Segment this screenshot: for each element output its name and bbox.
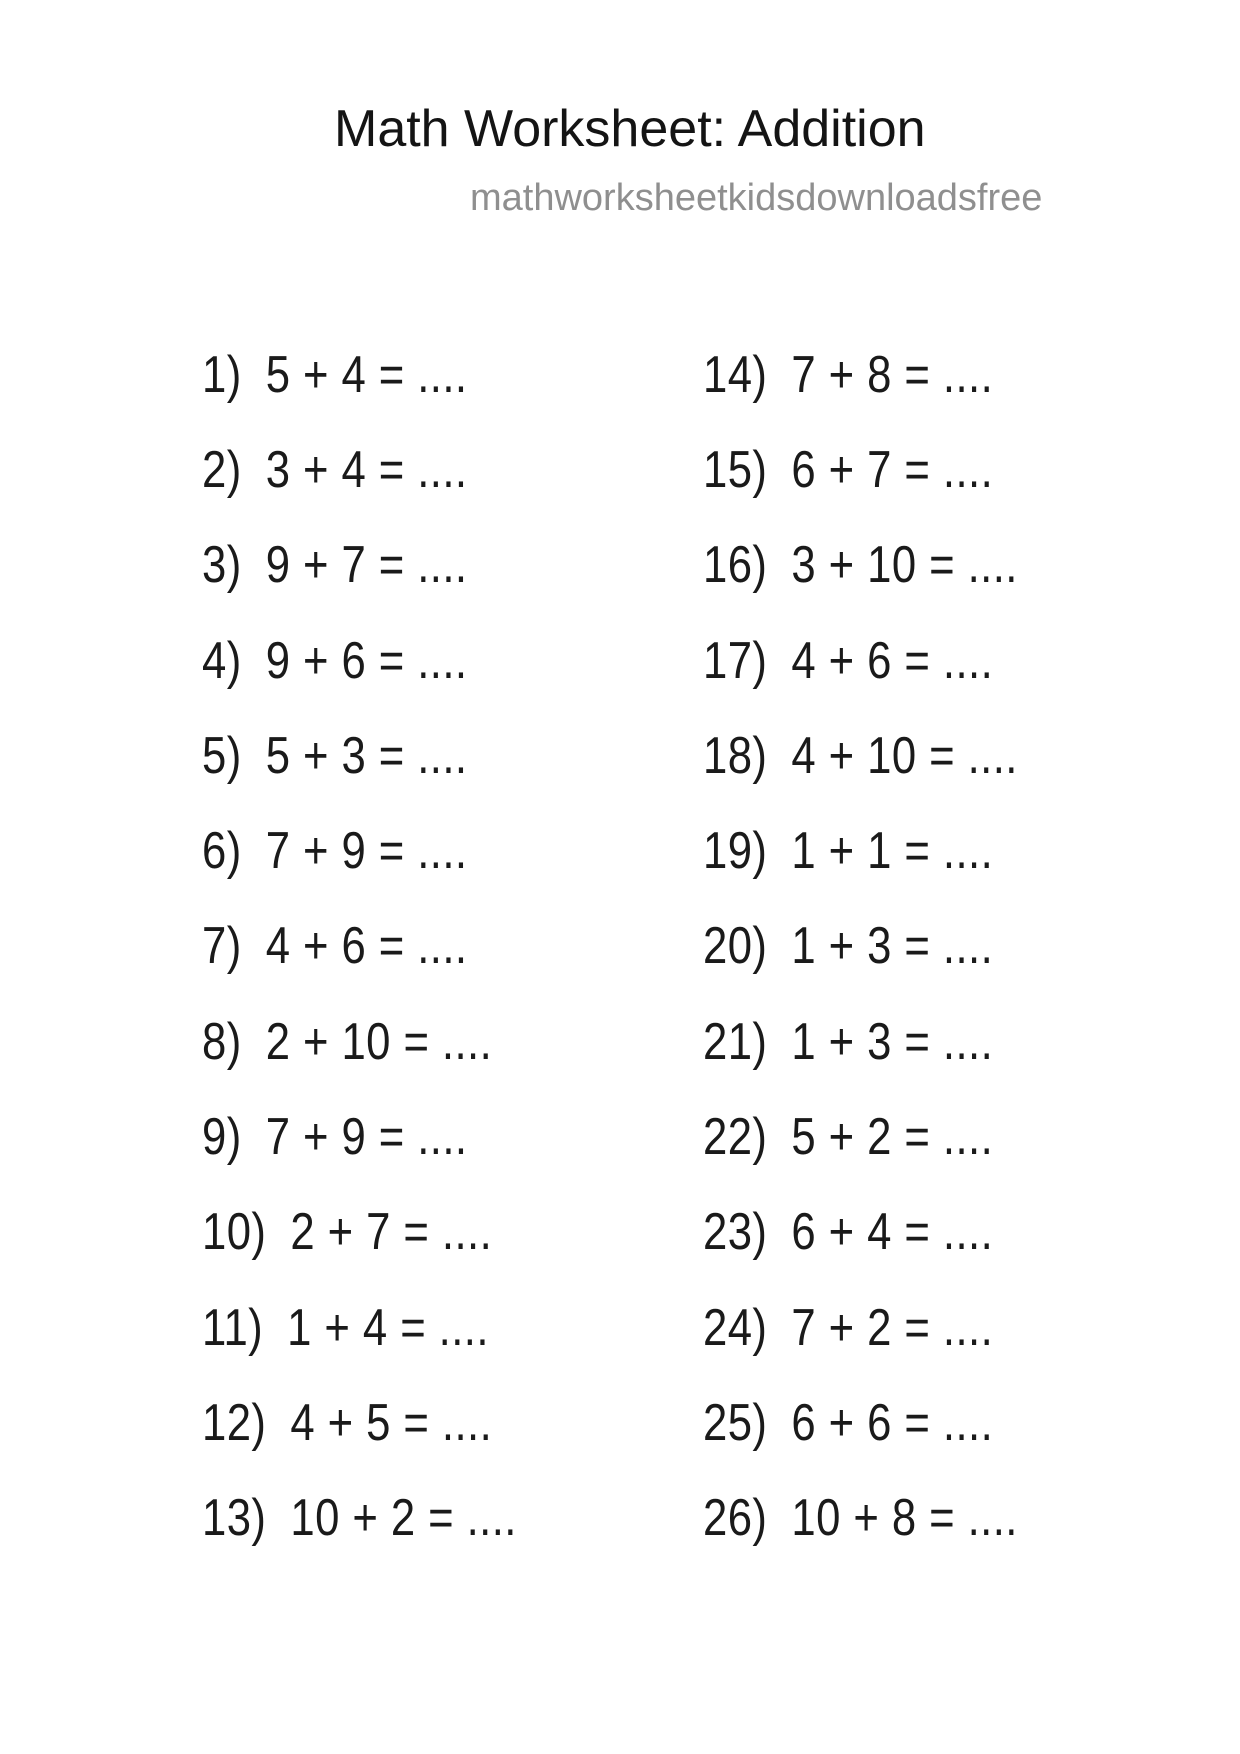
problems-column-left <box>202 327 577 1566</box>
problem-row-22 <box>703 1089 1078 1184</box>
problem-row-1 <box>202 327 577 422</box>
problem-row-7 <box>202 899 577 994</box>
problem-expression: 5 + 2 = .... <box>791 1108 994 1167</box>
problem-number: 2) <box>202 440 242 499</box>
problem-expression: 5 + 3 = .... <box>265 726 468 785</box>
problem-expression: 10 + 2 = .... <box>290 1489 517 1548</box>
problem-row-26 <box>703 1471 1078 1566</box>
problem-row-3 <box>202 518 577 613</box>
problem-number: 4) <box>202 631 242 690</box>
problem-expression: 4 + 6 = .... <box>791 631 994 690</box>
problem-expression: 2 + 10 = .... <box>265 1012 493 1071</box>
problem-row-6 <box>202 803 577 898</box>
problem-expression: 10 + 8 = .... <box>791 1489 1018 1548</box>
problem-row-17 <box>703 613 1078 708</box>
problem-expression: 7 + 2 = .... <box>791 1298 994 1357</box>
problem-number: 18) <box>703 726 768 785</box>
problem-number: 17) <box>703 631 768 690</box>
problem-number: 19) <box>703 822 768 881</box>
problem-number: 24) <box>703 1298 768 1357</box>
problem-row-14 <box>703 327 1078 422</box>
problem-expression: 4 + 5 = .... <box>290 1393 493 1452</box>
problem-expression: 9 + 6 = .... <box>265 631 468 690</box>
problem-number: 6) <box>202 822 242 881</box>
problem-expression: 3 + 4 = .... <box>265 440 468 499</box>
problems-column-right <box>703 327 1078 1566</box>
problem-row-16 <box>703 518 1078 613</box>
problem-expression: 1 + 4 = .... <box>287 1298 489 1357</box>
problem-expression: 1 + 3 = .... <box>791 1012 994 1071</box>
problem-number: 13) <box>202 1489 267 1548</box>
problem-row-2 <box>202 422 577 517</box>
problem-expression: 7 + 9 = .... <box>265 822 468 881</box>
problem-expression: 4 + 10 = .... <box>791 726 1018 785</box>
problem-number: 11) <box>202 1298 264 1357</box>
problem-number: 5) <box>202 726 242 785</box>
problem-row-23 <box>703 1185 1078 1280</box>
problem-row-8 <box>202 994 577 1089</box>
problem-row-12 <box>202 1375 577 1470</box>
problem-number: 14) <box>703 345 768 404</box>
problem-number: 15) <box>703 440 768 499</box>
problem-expression: 6 + 4 = .... <box>791 1203 994 1262</box>
problem-number: 16) <box>703 536 768 595</box>
problem-row-20 <box>703 899 1078 994</box>
problem-row-19 <box>703 803 1078 898</box>
problem-number: 22) <box>703 1108 768 1167</box>
page-subtitle: mathworksheetkidsdownloadsfree <box>470 177 1043 219</box>
problem-expression: 3 + 10 = .... <box>791 536 1018 595</box>
problem-number: 20) <box>703 917 768 976</box>
problem-expression: 9 + 7 = .... <box>265 536 468 595</box>
problem-number: 25) <box>703 1393 768 1452</box>
problem-expression: 6 + 7 = .... <box>791 440 994 499</box>
problem-row-10 <box>202 1185 577 1280</box>
problem-number: 10) <box>202 1203 267 1262</box>
problem-row-13 <box>202 1471 577 1566</box>
problem-number: 12) <box>202 1393 267 1452</box>
problem-expression: 1 + 1 = .... <box>791 822 994 881</box>
problem-number: 3) <box>202 536 242 595</box>
problem-row-21 <box>703 994 1078 1089</box>
problem-expression: 2 + 7 = .... <box>290 1203 493 1262</box>
problem-number: 23) <box>703 1203 768 1262</box>
problem-expression: 7 + 8 = .... <box>791 345 994 404</box>
problem-row-4 <box>202 613 577 708</box>
problem-row-24 <box>703 1280 1078 1375</box>
problem-number: 21) <box>703 1012 768 1071</box>
problem-expression: 6 + 6 = .... <box>791 1393 994 1452</box>
problem-number: 9) <box>202 1108 242 1167</box>
problem-row-11 <box>202 1280 577 1375</box>
problem-row-5 <box>202 708 577 803</box>
problem-row-18 <box>703 708 1078 803</box>
problem-expression: 4 + 6 = .... <box>265 917 468 976</box>
page-title: Math Worksheet: Addition <box>334 100 926 158</box>
problem-row-15 <box>703 422 1078 517</box>
problem-number: 8) <box>202 1012 242 1071</box>
problem-row-9 <box>202 1089 577 1184</box>
problem-expression: 5 + 4 = .... <box>265 345 468 404</box>
problem-number: 7) <box>202 917 242 976</box>
problem-expression: 7 + 9 = .... <box>265 1108 468 1167</box>
problem-expression: 1 + 3 = .... <box>791 917 994 976</box>
problem-row-25 <box>703 1375 1078 1470</box>
problem-number: 26) <box>703 1489 768 1548</box>
problem-number: 1) <box>202 345 242 404</box>
